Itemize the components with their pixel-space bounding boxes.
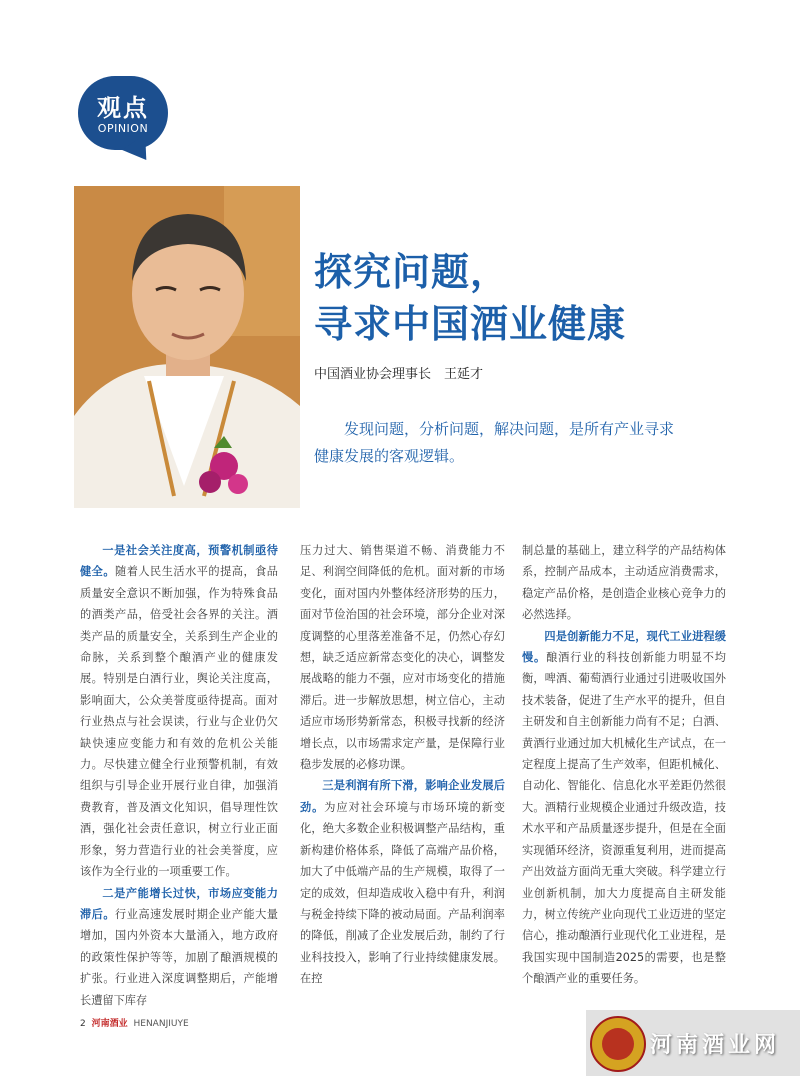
paragraph-text: 酿酒行业的科技创新能力明显不均衡，啤酒、葡萄酒行业通过引进吸收国外技术装备，促进了生产水平的提升，但自主研发和自主创新能力尚有不足；白酒、黄酒行业通过加大机械化生产试点，在一定程度上提高了生产效率，但距机械化、自动化、智能化、信息化水平差距仍然很大。酒精行业规模企业通过升级改造，技术水平和产品质量逐步提升，但是在全面实现循环经济，资源重复利用，进而提高产出效益方面尚无重大突破。科学建立行业创新机制，加大力度提高自主研发能力，树立传统产业向现代工业迈进的坚定信心，推动酿酒行业现代化工业进程，是我国实现中国制造2025的需要，也是整个酿酒产业的重要任务。 (522, 651, 726, 986)
author-photo (74, 186, 300, 508)
paragraph (522, 626, 726, 990)
point-heading: 四是创新能力不足，现代工业进程缓慢。 (522, 629, 726, 665)
paragraph (522, 540, 726, 626)
author-byline: 中国酒业协会理事长 王延才 (314, 367, 484, 382)
paragraph-text: 行业高速发展时期企业产能大量增加，国内外资本大量涌入，地方政府的政策性保护等等，加剧了酿酒规模的扩张。行业进入深度调整期后，产能增长遭留下库存 (80, 907, 278, 1007)
paragraph-text: 随着人民生活水平的提高，食品质量安全意识不断加强，作为特殊食品的酒类产品，倍受社会各界的关注。酒类产品的质量安全，关系到生产企业的命脉，关系到整个酿酒产业的健康发展。特别是白酒行业，舆论关注度高，影响面大，公众美誉度亟待提高。面对行业热点与社会误读，行业与企业仍欠缺快速应变能力和有效的危机公关能力。尽快建立健全行业预警机制，有效组织与引导企业开展行业自律，加强消费教育，普及酒文化知识，倡导理性饮酒，强化社会责任意识，树立行业正面形象，努力营造行业的社会美誉度，应该作为全行业的一项重要工作。 (80, 565, 278, 879)
paragraph (80, 883, 278, 1011)
paragraph-text: 为应对社会环境与市场环境的新变化，绝大多数企业积极调整产品结构，重新构建价格体系，降低了高端产品价格，加大了中低端产品的生产规模，取得了一定的成效，但却造成收入稳中有升，利润与税金持续下降的被动局面。产品利润率的降低，削减了企业发展后劲，制约了行业科技投入，影响了行业持续健康发展。在控 (300, 800, 505, 986)
article-column-1 (80, 540, 278, 1011)
site-watermark (586, 1010, 800, 1076)
magazine-name-en: HENANJIUYE (133, 1019, 189, 1029)
paragraph (300, 540, 505, 775)
section-badge (78, 76, 168, 150)
article-headline (314, 246, 774, 350)
article-column-3 (522, 540, 726, 990)
watermark-text: 河南酒业网 (650, 1032, 781, 1058)
portrait-illustration (74, 186, 300, 508)
headline-line-2: 寻求中国酒业健康 (314, 302, 627, 346)
point-heading: 三是利润有所下滑，影响企业发展后劲。 (300, 779, 505, 814)
article-column-2 (300, 540, 505, 990)
paragraph-text: 制总量的基础上，建立科学的产品结构体系，控制产品成本，主动适应消费需求，稳定产品价格，是创造企业核心竞争力的必然选择。 (522, 544, 726, 622)
point-heading: 一是社会关注度高，预警机制亟待健全。 (80, 544, 278, 579)
point-heading: 二是产能增长过快，市场应变能力滞后。 (80, 886, 278, 921)
section-label: 观点 (97, 94, 149, 122)
lead-paragraph: 发现问题，分析问题，解决问题，是所有产业寻求健康发展的客观逻辑。 (314, 420, 675, 465)
paragraph-text: 压力过大、销售渠道不畅、消费能力不足、利润空间降低的危机。面对新的市场变化，面对国内外整体经济形势的压力，面对节俭治国的社会环境，部分企业对深度调整的心里落差准备不足，仍然心存幻想，缺乏适应新常态变化的决心，调整发展战略的能力不强，应对市场变化的措施滞后。进一步解放思想，树立信心，主动适应市场形势新常态，积极寻找新的经济增长点，以市场需求定产量，是保障行业稳步发展的必修功课。 (300, 544, 505, 772)
seal-icon (590, 1016, 646, 1072)
section-label-en: OPINION (97, 122, 149, 135)
page-number: 2 (80, 1019, 86, 1029)
paragraph (300, 775, 505, 989)
headline-line-1: 探究问题， (314, 250, 510, 294)
paragraph (80, 540, 278, 883)
page-footer (80, 1016, 189, 1029)
magazine-name: 河南酒业 (91, 1019, 128, 1029)
